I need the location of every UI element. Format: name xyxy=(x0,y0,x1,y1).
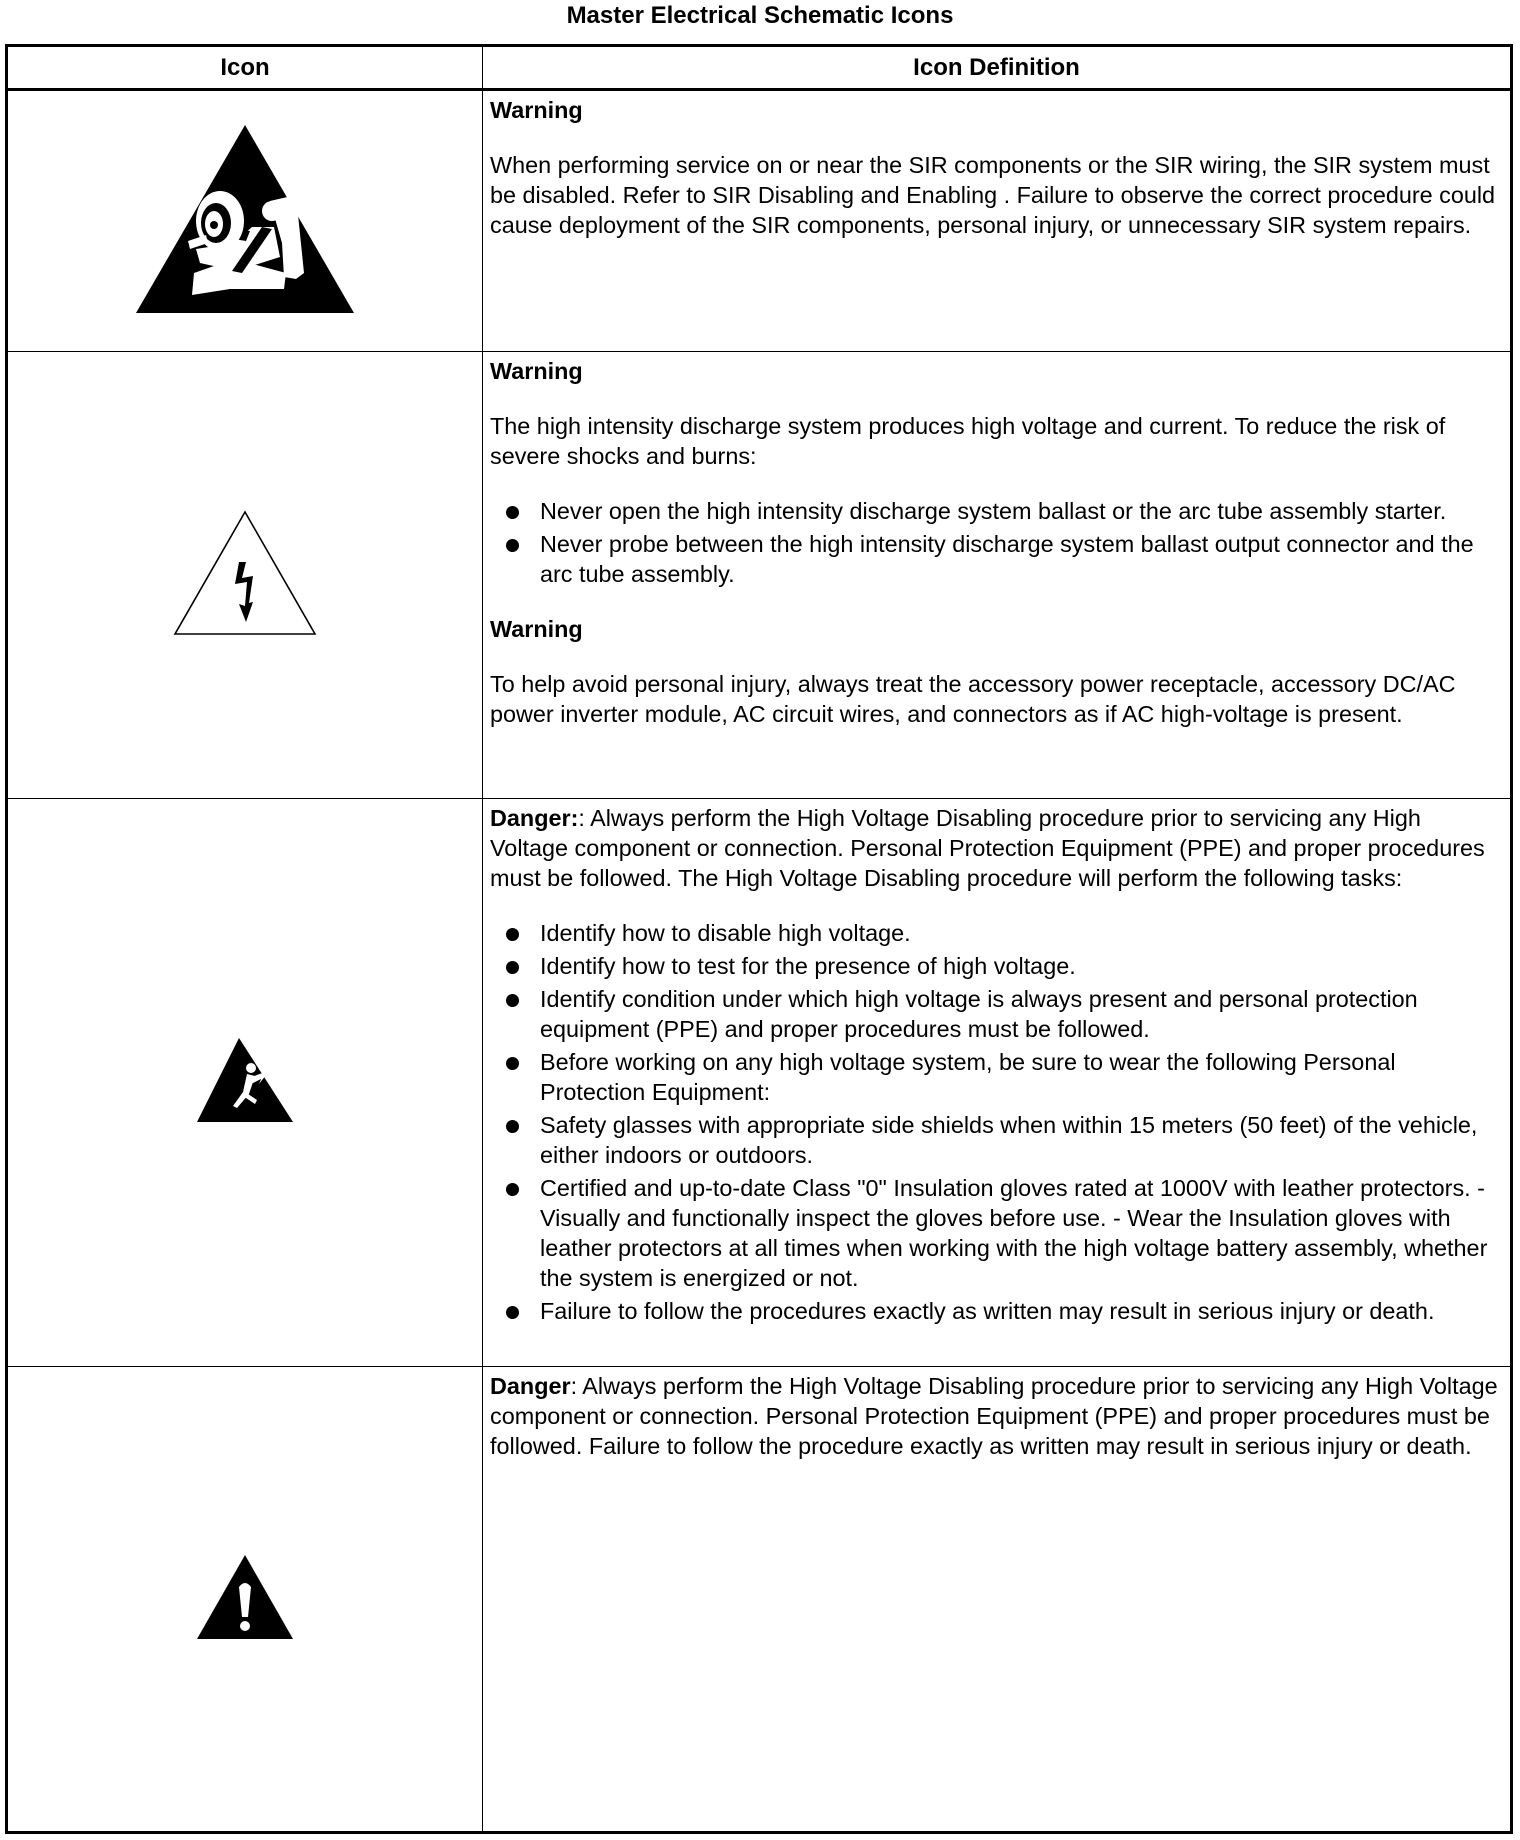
exclamation-danger-icon xyxy=(195,1553,295,1641)
icon-cell xyxy=(7,352,483,799)
list-item: Before working on any high voltage system, be sure to wear the following Personal Protection Equipment: xyxy=(490,1047,1500,1107)
list-item: Identify condition under which high voltage is always present and personal protection equipment (PPE) and proper procedures must be followed. xyxy=(490,984,1500,1044)
table-row xyxy=(7,1367,1512,1833)
bullet-list xyxy=(490,496,1500,589)
bullet-list xyxy=(490,918,1500,1326)
icon-cell xyxy=(7,90,483,352)
warning-heading: Warning xyxy=(490,97,583,123)
list-item: Identify how to disable high voltage. xyxy=(490,918,1500,948)
definition-column-header: Icon Definition xyxy=(483,46,1512,90)
table-header-row xyxy=(7,46,1512,90)
list-item: Safety glasses with appropriate side shields when within 15 meters (50 feet) of the vehicle, either indoors or outdoors. xyxy=(490,1110,1500,1170)
warning-heading: Warning xyxy=(490,358,583,384)
definition-text: When performing service on or near the SIR components or the SIR wiring, the SIR system must be disabled. Refer to SIR Disabling and Enabling . Failure to observe the correct procedure could cause deployment of the SIR components, personal injury, or unnecessary SIR system repairs. xyxy=(490,152,1496,238)
list-item: Never open the high intensity discharge system ballast or the arc tube assembly starter. xyxy=(490,496,1500,526)
danger-label: Danger: xyxy=(490,805,579,831)
definition-text: To help avoid personal injury, always treat the accessory power receptacle, accessory DC/AC power inverter module, AC circuit wires, and connectors as if AC high-voltage is present. xyxy=(490,671,1456,727)
definition-text: The high intensity discharge system produces high voltage and current. To reduce the risk of severe shocks and burns: xyxy=(490,413,1446,469)
airbag-sir-warning-icon xyxy=(134,123,356,315)
danger-text: : Always perform the High Voltage Disabling procedure prior to servicing any High Voltage component or connection. Personal Protection Equipment (PPE) and proper procedures must be followed. The High Voltage Disabling procedure will perform the following tasks: xyxy=(490,805,1485,891)
icon-cell xyxy=(7,1367,483,1833)
list-item: Never probe between the high intensity discharge system ballast output connector and the arc tube assembly. xyxy=(490,529,1500,589)
document-title: Master Electrical Schematic Icons xyxy=(566,2,954,29)
icon-cell xyxy=(7,799,483,1367)
table-row xyxy=(7,90,1512,352)
danger-label: Danger xyxy=(490,1373,571,1399)
definition-cell xyxy=(483,90,1512,352)
list-item: Identify how to test for the presence of high voltage. xyxy=(490,951,1500,981)
warning-heading: Warning xyxy=(490,616,583,642)
definition-cell xyxy=(483,352,1512,799)
table-row xyxy=(7,352,1512,799)
definition-cell xyxy=(483,799,1512,1367)
definition-cell xyxy=(483,1367,1512,1833)
list-item: Failure to follow the procedures exactly as written may result in serious injury or death. xyxy=(490,1296,1500,1326)
high-voltage-lightning-icon xyxy=(173,510,317,636)
list-item: Certified and up-to-date Class "0" Insulation gloves rated at 1000V with leather protectors. - Visually and functionally inspect the gloves before use. - Wear the Insulation gloves with leather protectors at all times when working with the high voltage battery assembly, whether the system is energized or not. xyxy=(490,1173,1500,1293)
table-row xyxy=(7,799,1512,1367)
icon-column-header: Icon xyxy=(7,46,483,90)
electric-shock-hazard-icon xyxy=(195,1036,295,1124)
definition-text xyxy=(490,1371,1500,1461)
icon-definition-table xyxy=(5,44,1513,1834)
definition-text xyxy=(490,803,1500,893)
danger-text: : Always perform the High Voltage Disabling procedure prior to servicing any High Voltage component or connection. Personal Protection Equipment (PPE) and proper procedures must be followed. Failure to follow the procedure exactly as written may result in serious injury or death. xyxy=(490,1373,1498,1459)
